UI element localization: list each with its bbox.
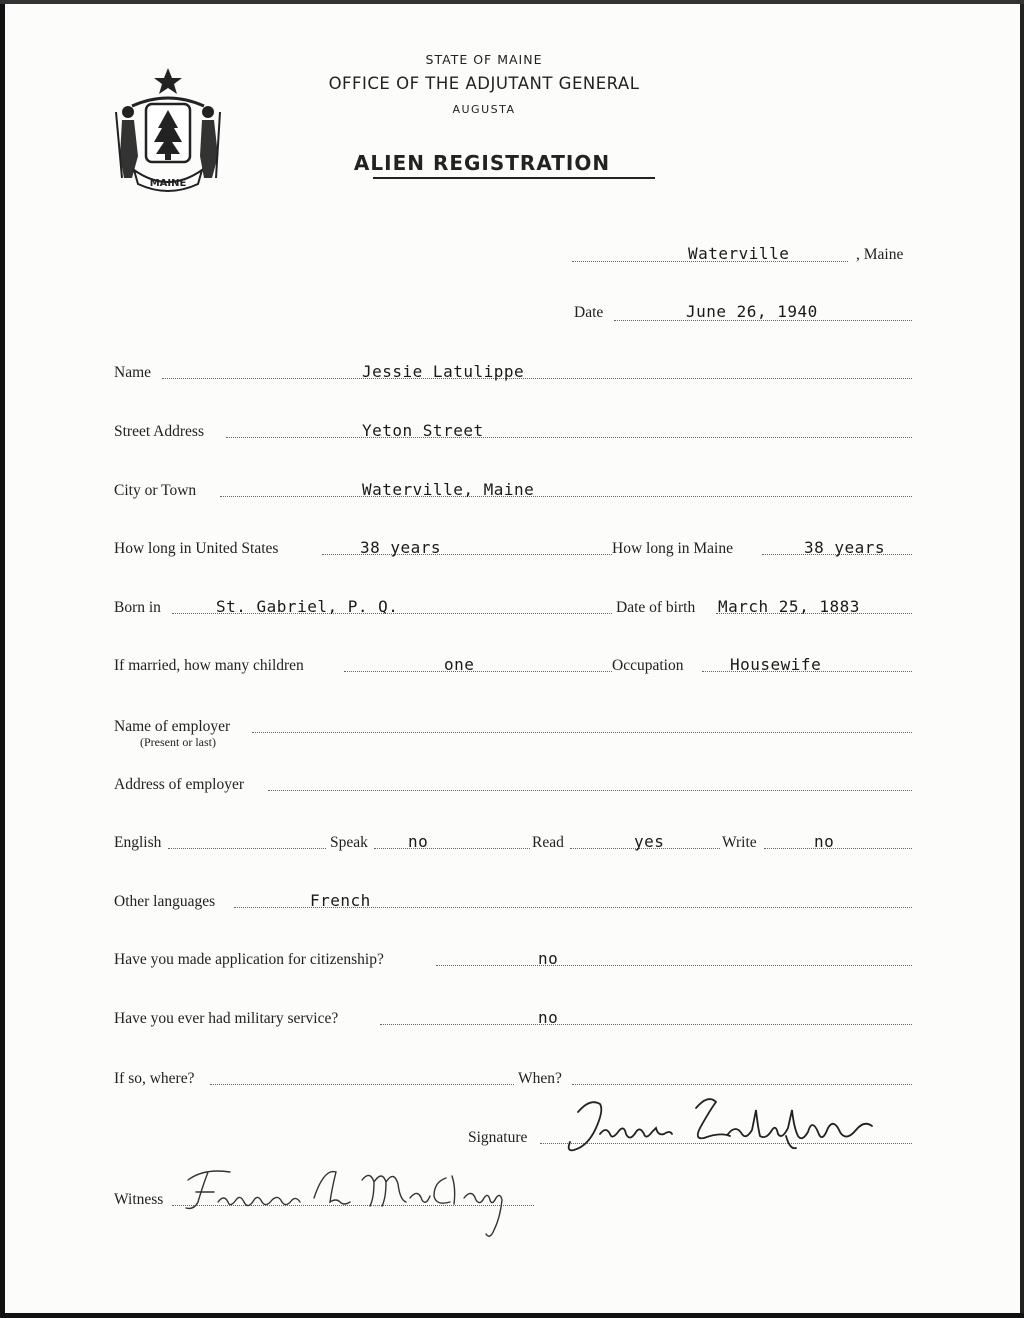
scan-border-left (0, 0, 5, 1318)
where-dots (210, 1084, 514, 1085)
street-label: Street Address (114, 423, 204, 440)
born-label: Born in (114, 599, 161, 616)
header-office: OFFICE OF THE ADJUTANT GENERAL (328, 74, 640, 93)
military-dots (380, 1024, 912, 1025)
place-suffix: , Maine (856, 246, 904, 263)
when-label: When? (518, 1070, 562, 1087)
employer-sublabel: (Present or last) (140, 735, 216, 749)
where-label: If so, where? (114, 1070, 195, 1087)
street-dots (226, 437, 912, 438)
english-label: English (114, 834, 162, 851)
write-label: Write (722, 834, 757, 851)
maine-years-label: How long in Maine (612, 540, 733, 557)
name-label: Name (114, 364, 152, 381)
witness-signature (174, 1158, 534, 1244)
english-dots (168, 848, 326, 849)
speak-label: Speak (330, 834, 368, 851)
city-label: City or Town (114, 482, 197, 499)
scan-border-top (0, 0, 1024, 4)
military-label: Have you ever had military service? (114, 1010, 339, 1027)
speak-value: no (408, 832, 429, 851)
form-title: ALIEN REGISTRATION (353, 151, 611, 175)
title-underline (373, 177, 655, 179)
scan-border-right (1020, 0, 1024, 1318)
city-dots (220, 496, 912, 497)
maine-years-value: 38 years (804, 538, 886, 557)
dob-label: Date of birth (616, 599, 696, 616)
header-city: AUGUSTA (452, 103, 516, 116)
seal-banner-text: MAINE (149, 178, 187, 189)
us-years-value: 38 years (360, 538, 442, 557)
occupation-label: Occupation (612, 657, 684, 674)
applicant-signature (560, 1088, 900, 1160)
dob-value: March 25, 1883 (718, 597, 860, 616)
when-dots (572, 1084, 912, 1085)
read-label: Read (532, 834, 564, 851)
citizenship-label: Have you made application for citizenship? (114, 951, 384, 968)
us-years-label: How long in United States (114, 540, 279, 557)
signature-label: Signature (468, 1129, 528, 1146)
speak-dots (374, 848, 530, 849)
date-value: June 26, 1940 (686, 302, 818, 321)
witness-label: Witness (114, 1191, 164, 1208)
other-languages-label: Other languages (114, 893, 216, 910)
header-state: STATE OF MAINE (425, 52, 543, 67)
military-value: no (538, 1008, 559, 1027)
citizenship-value: no (538, 949, 559, 968)
employer-address-label: Address of employer (114, 776, 244, 793)
scan-border-bottom (0, 1313, 1024, 1318)
employer-address-dots (268, 790, 912, 791)
employer-label: Name of employer (114, 718, 231, 735)
street-value: Yeton Street (362, 421, 484, 440)
born-value: St. Gabriel, P. Q. (216, 597, 399, 616)
write-dots (764, 848, 912, 849)
place-value: Waterville (688, 244, 790, 263)
children-dots (344, 671, 612, 672)
name-value: Jessie Latulippe (362, 362, 525, 381)
children-value: one (444, 655, 475, 674)
other-languages-value: French (310, 891, 371, 910)
name-dots (162, 378, 912, 379)
children-label: If married, how many children (114, 657, 304, 674)
occupation-value: Housewife (730, 655, 822, 674)
read-value: yes (634, 832, 665, 851)
date-label: Date (574, 304, 604, 321)
employer-dots (252, 732, 912, 733)
write-value: no (814, 832, 835, 851)
citizenship-dots (436, 965, 912, 966)
city-value: Waterville, Maine (362, 480, 535, 499)
